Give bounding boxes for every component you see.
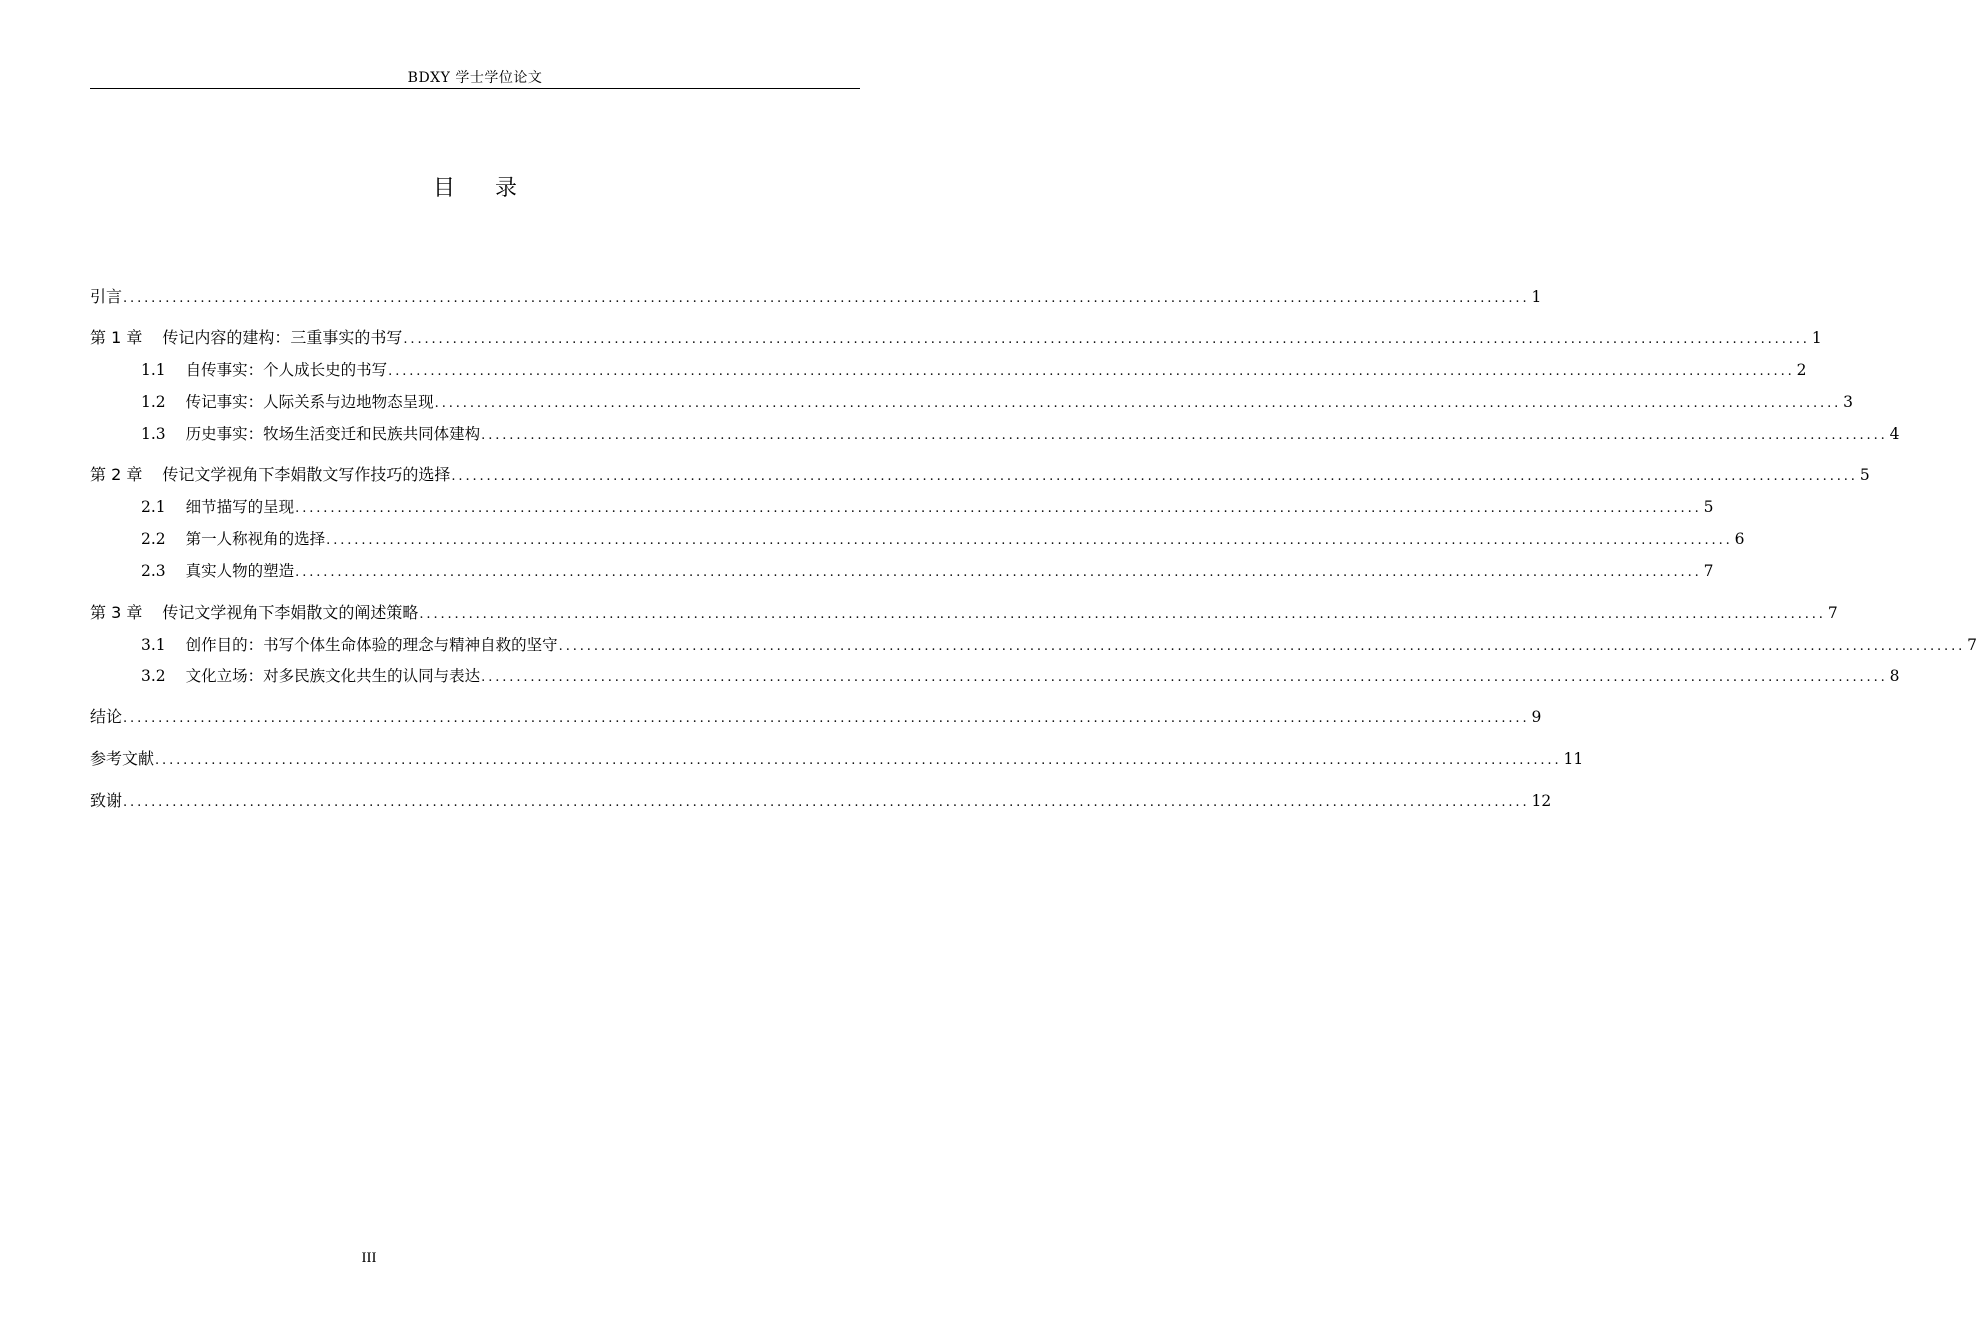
toc-leader-dots: ........................................................................................................................................................................................................ [419, 607, 1826, 622]
toc-leader-dots: ........................................................................................................................................................................................................ [295, 565, 1702, 580]
toc-entry-title: 结论 [90, 707, 123, 726]
toc-entry-title: 参考文献 [90, 749, 155, 768]
toc-entry-page: 5 [1859, 466, 1870, 484]
toc-title: 目录 [432, 176, 557, 201]
toc-leader-dots: ........................................................................................................................................................................................................ [451, 469, 1858, 484]
toc-entry-number: 2.2 [141, 530, 166, 548]
toc-entry-page: 7 [1827, 604, 1838, 622]
toc-entry[interactable] [90, 706, 1542, 728]
toc-entry-number: 1.3 [141, 425, 166, 443]
toc-entry-title: 传记文学视角下李娟散文写作技巧的选择 [162, 465, 451, 484]
toc-entry-page: 8 [1889, 667, 1900, 685]
toc-entry-page: 6 [1734, 530, 1745, 548]
toc-entry-page: 1 [1531, 288, 1542, 306]
toc-leader-dots: ........................................................................................................................................................................................................ [388, 364, 1795, 379]
toc-leader-dots: ........................................................................................................................................................................................................ [481, 670, 1888, 685]
toc-entry-page: 2 [1796, 361, 1807, 379]
toc-entry-title: 传记内容的建构：三重事实的书写 [162, 328, 403, 347]
toc-entry[interactable] [90, 665, 1900, 687]
toc-entry[interactable] [90, 634, 1977, 656]
toc-entry[interactable] [90, 359, 1807, 381]
running-header: BDXY 学士学位论文 [407, 70, 543, 86]
toc-entry-title: 传记事实：人际关系与边地物态呈现 [185, 393, 434, 411]
header-rule [90, 88, 860, 89]
toc-entry-page: 12 [1531, 792, 1552, 810]
toc-entry[interactable] [90, 602, 1838, 624]
toc-entry[interactable] [90, 286, 1542, 308]
toc-entry-title: 创作目的：书写个体生命体验的理念与精神自救的坚守 [185, 636, 558, 654]
toc-leader-dots: ........................................................................................................................................................................................................ [434, 396, 1842, 411]
page-number: III [361, 1250, 377, 1266]
toc-leader-dots: ........................................................................................................................................................................................................ [403, 332, 1810, 347]
toc-entry[interactable] [90, 560, 1714, 582]
toc-leader-dots: ........................................................................................................................................................................................................ [123, 711, 1530, 726]
toc-entry-page: 3 [1843, 393, 1854, 411]
toc-entry-title: 第一人称视角的选择 [185, 530, 326, 548]
toc-entry-page: 5 [1703, 498, 1714, 516]
toc-entry-page: 1 [1811, 329, 1822, 347]
toc-entry-number: 3.2 [141, 667, 166, 685]
toc-entry-number: 3.1 [141, 636, 166, 654]
toc-entry-title: 致谢 [90, 791, 123, 810]
toc-entry-title: 文化立场：对多民族文化共生的认同与表达 [185, 667, 481, 685]
toc-entry-number: 第 2 章 [90, 465, 143, 484]
toc-entry-title: 传记文学视角下李娟散文的阐述策略 [162, 603, 419, 622]
toc-entry[interactable] [90, 391, 1854, 413]
toc-entry-number: 2.1 [141, 498, 166, 516]
toc-entry[interactable] [90, 327, 1822, 349]
toc-entry-number: 1.1 [141, 361, 166, 379]
toc-leader-dots: ........................................................................................................................................................................................................ [326, 533, 1733, 548]
toc-entry-number: 第 3 章 [90, 603, 143, 622]
toc-entry[interactable] [90, 423, 1900, 445]
toc-leader-dots: ........................................................................................................................................................................................................ [558, 639, 1966, 654]
toc-leader-dots: ........................................................................................................................................................................................................ [295, 501, 1702, 516]
toc-entry[interactable] [90, 528, 1745, 550]
toc-entry-number: 第 1 章 [90, 328, 143, 347]
toc-entry-title: 自传事实：个人成长史的书写 [185, 361, 388, 379]
toc-leader-dots: ........................................................................................................................................................................................................ [123, 291, 1530, 306]
toc-entry-page: 7 [1967, 636, 1977, 654]
toc-entry-page: 7 [1703, 562, 1714, 580]
toc-entry-title: 历史事实：牧场生活变迁和民族共同体建构 [185, 425, 481, 443]
toc-leader-dots: ........................................................................................................................................................................................................ [481, 428, 1888, 443]
toc-entry-title: 真实人物的塑造 [185, 562, 295, 580]
toc-entry-page: 11 [1563, 750, 1584, 768]
toc-entry-title: 引言 [90, 287, 123, 306]
toc-leader-dots: ........................................................................................................................................................................................................ [155, 753, 1562, 768]
toc-entry[interactable] [90, 464, 1870, 486]
toc-entry[interactable] [90, 790, 1552, 812]
toc-entry-number: 1.2 [141, 393, 166, 411]
toc-entry-page: 9 [1531, 708, 1542, 726]
toc-entry[interactable] [90, 496, 1714, 518]
toc-entry-page: 4 [1889, 425, 1900, 443]
toc-entry[interactable] [90, 748, 1584, 770]
toc-leader-dots: ........................................................................................................................................................................................................ [123, 795, 1530, 810]
toc-entry-number: 2.3 [141, 562, 166, 580]
toc-entry-title: 细节描写的呈现 [185, 498, 295, 516]
